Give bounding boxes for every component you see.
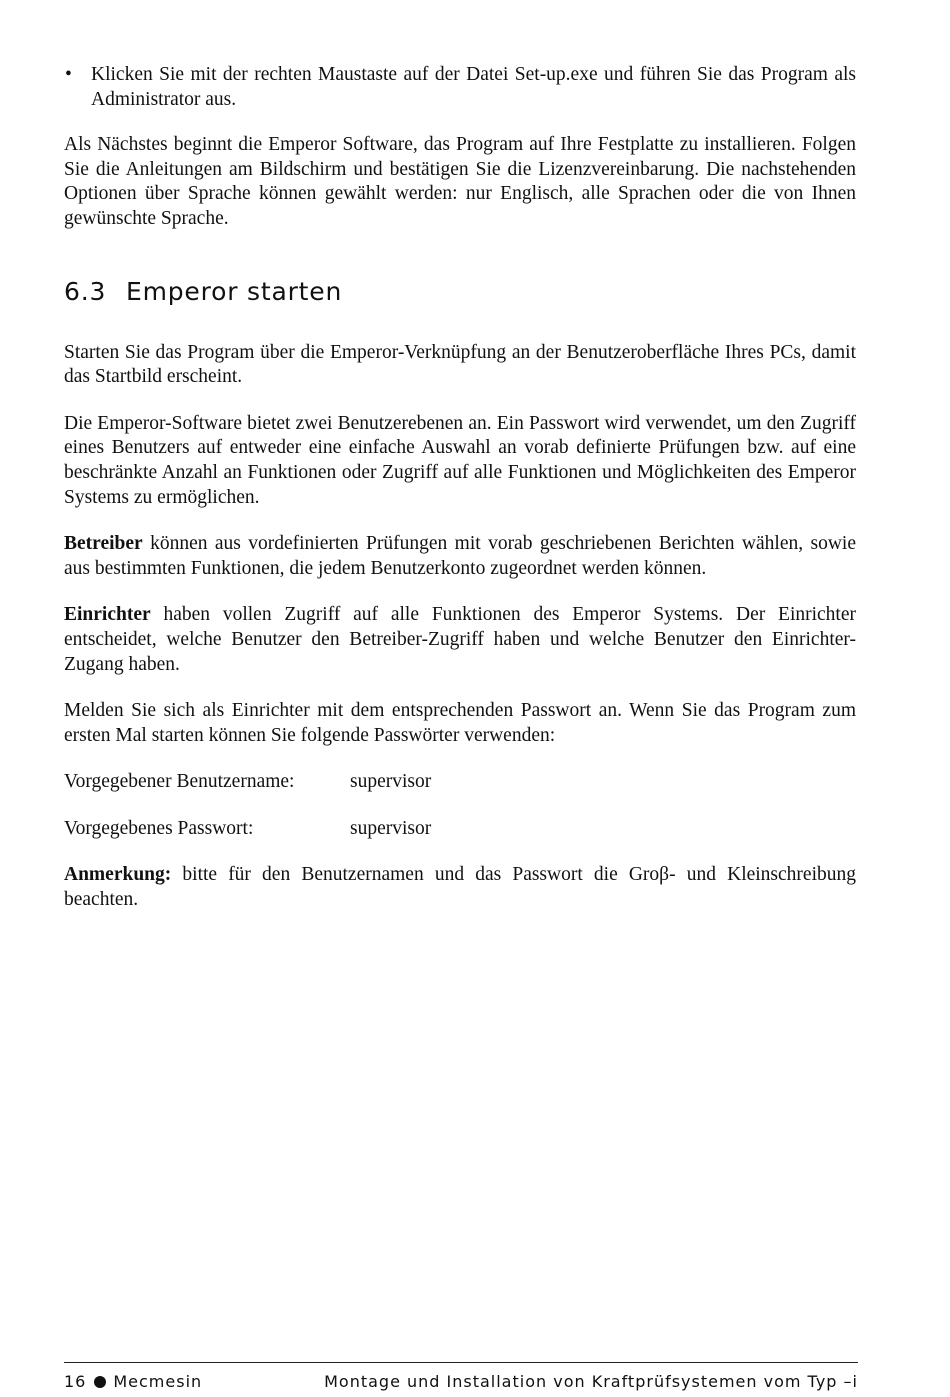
section-number: 6.3 [64,276,107,306]
note-term: Anmerkung: [64,864,172,886]
setup-paragraph [64,603,856,677]
username-label: Vorgegebener Benutzername: [64,771,295,793]
page-footer [64,1362,858,1391]
note-description: bitte für den Benutzernamen und das Passwort die Groβ- und Kleinschreibung beachten. [64,864,856,911]
operators-paragraph [64,532,856,581]
login-paragraph: Melden Sie sich als Einrichter mit dem entsprechenden Passwort an. Wenn Sie das Program zum ersten Mal starten können Sie folgende Passwörter verwenden: [64,700,856,746]
bullet-dot-icon [94,1376,106,1388]
section-title: Emperor starten [126,276,343,306]
bullet-marker: • [65,64,72,85]
footer-document-title: Montage und Installation von Kraftprüfsystemen vom Typ –i [324,1372,858,1391]
username-value: supervisor [350,771,432,793]
page-content [64,63,856,935]
operators-term: Betreiber [64,533,143,555]
page-number: 16 [64,1372,87,1391]
footer-left [64,1372,202,1391]
section-heading [64,277,856,307]
operators-description: können aus vordefinierten Prüfungen mit vorab geschriebenen Berichten wählen, sowie aus bestimmten Funktionen, die jedem Benutzerkonto zugeordnet werden können. [64,533,856,579]
install-paragraph: Als Nächstes beginnt die Emperor Software, das Program auf Ihre Festplatte zu installieren. Folgen Sie die Anleitungen am Bildschirm und bestätigen Sie die Lizenzvereinbarung. Die nachstehenden Optionen über Sprache können gewählt werden: nur Englisch, alle Sprachen oder die von Ihnen gewünschte Sprache. [64,134,856,229]
start-paragraph: Starten Sie das Program über die Emperor-Verknüpfung an der Benutzeroberfläche Ihres PCs, damit das Startbild erscheint. [64,341,856,388]
bullet-text: Klicken Sie mit der rechten Maustaste auf der Datei Set-up.exe und führen Sie das Program als Administrator aus. [91,64,856,110]
setup-description: haben vollen Zugriff auf alle Funktionen des Emperor Systems. Der Einrichter entscheidet, welche Benutzer den Betreiber-Zugriff haben und welche Benutzer den Einrichter-Zugang haben. [64,604,856,675]
credential-row-password [64,817,856,842]
password-label: Vorgegebenes Passwort: [64,817,254,839]
user-levels-paragraph: Die Emperor-Software bietet zwei Benutzerebenen an. Ein Passwort wird verwendet, um den Zugriff eines Benutzers auf entweder eine einfache Auswahl an vorab definierte Prüfungen bzw. auf eine beschränkte Anzahl an Funktionen oder Zugriff auf alle Funktionen und Möglichkeiten des Emperor Systems zu ermöglichen. [64,412,856,508]
setup-term: Einrichter [64,604,151,626]
note-paragraph [64,863,856,912]
password-value: supervisor [350,817,432,839]
footer-brand: Mecmesin [113,1372,203,1391]
install-bullet-item [64,63,856,112]
credential-row-username [64,770,856,795]
